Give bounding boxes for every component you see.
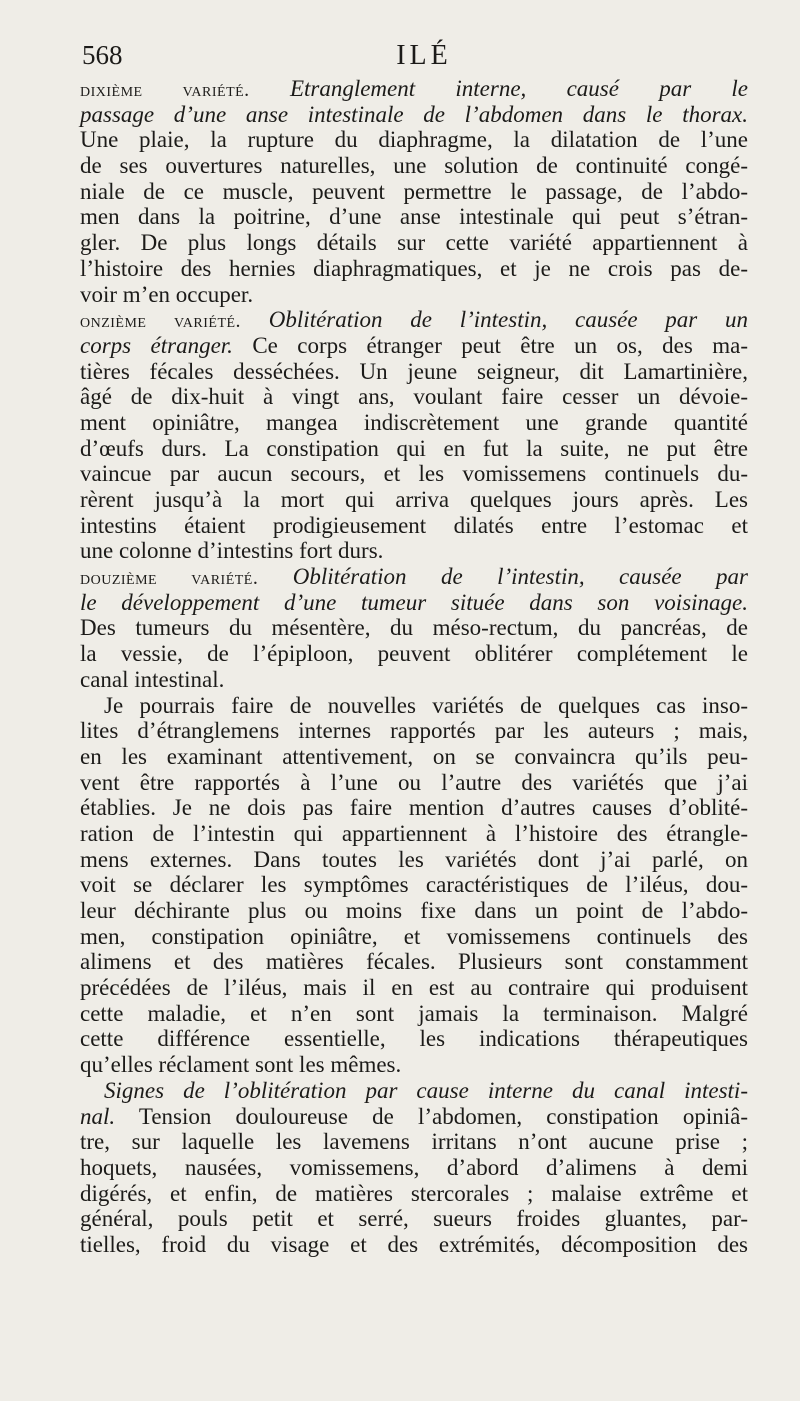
text-line — [80, 333, 748, 359]
text-line — [80, 307, 748, 333]
text-line — [80, 461, 748, 487]
roman-text: Ce corps étranger peut être un os, des ma- — [232, 332, 748, 358]
paragraph — [80, 76, 748, 307]
paragraph — [80, 564, 748, 692]
roman-text: leur déchirante plus ou moins fixe dans un point de l’abdo- — [80, 898, 748, 923]
italic-text: Oblitération de l’intestin, causée par — [258, 564, 748, 590]
text-line — [80, 1232, 748, 1258]
roman-text: précédées de l’iléus, mais il en est au contraire qui produisent — [80, 975, 748, 1001]
text-line — [80, 898, 748, 924]
italic-text: corps étranger. — [80, 332, 233, 358]
roman-text: ment opiniâtre, mangea indiscrètement une grande quantité — [80, 409, 748, 435]
text-line — [80, 410, 748, 436]
text-line — [80, 949, 748, 975]
roman-text: voir m’en occuper. — [80, 281, 254, 307]
roman-text: cette différence essentielle, les indications thérapeutiques — [80, 1026, 748, 1052]
roman-text: digérés, et enfin, de matières stercorales ; malaise extrême et — [80, 1180, 748, 1206]
text-line — [80, 718, 748, 744]
text-line — [80, 179, 748, 205]
variety-heading: onzième variété. — [80, 310, 242, 333]
roman-text: Une plaie, la rupture du diaphragme, la dilatation de l’une — [80, 127, 748, 153]
text-line — [80, 1129, 748, 1155]
text-line — [80, 436, 748, 462]
body-text — [80, 76, 748, 1258]
text-line — [80, 1026, 748, 1052]
roman-text: voit se déclarer les symptômes caractéristiques de l’iléus, dou- — [80, 872, 748, 898]
roman-text: men dans la poitrine, d’une anse intestinale qui peut s’étran- — [80, 204, 748, 230]
text-line — [80, 847, 748, 873]
roman-text: canal intestinal. — [80, 666, 225, 692]
page-header — [82, 40, 746, 76]
text-line — [80, 744, 748, 770]
roman-text: niale de ce muscle, peuvent permettre le passage, de l’abdo- — [80, 178, 748, 204]
roman-text: général, pouls petit et serré, sueurs froides gluantes, par- — [80, 1206, 748, 1232]
roman-text: men, constipation opiniâtre, et vomissemens continuels des — [80, 923, 748, 949]
roman-text: tielles, froid du visage et des extrémités, décomposition des — [80, 1231, 748, 1257]
paragraph — [80, 307, 748, 564]
roman-text: Des tumeurs du mésentère, du méso-rectum, du pancréas, de — [80, 615, 748, 641]
text-line — [80, 102, 748, 128]
running-head: ILÉ — [396, 40, 452, 71]
text-line — [80, 1104, 748, 1130]
italic-text: le développement d’une tumeur située dans son voisinage. — [80, 589, 748, 615]
roman-text: d’œufs durs. La constipation qui en fut la suite, ne put être — [80, 435, 748, 461]
roman-text: la vessie, de l’épiploon, peuvent oblitérer complétement le — [80, 641, 748, 667]
roman-text: une colonne d’intestins fort durs. — [80, 538, 384, 564]
roman-text: qu’elles réclament sont les mêmes. — [80, 1052, 402, 1078]
text-line — [80, 230, 748, 256]
page-number: 568 — [82, 40, 123, 70]
roman-text: cette maladie, et n’en sont jamais la terminaison. Malgré — [80, 1000, 748, 1026]
text-line — [80, 924, 748, 950]
text-line — [80, 641, 748, 667]
roman-text: alimens et des matières fécales. Plusieurs sont constamment — [80, 949, 748, 975]
text-line — [80, 513, 748, 539]
text-line — [80, 76, 748, 102]
text-line — [80, 1001, 748, 1027]
text-line — [80, 153, 748, 179]
roman-text: Je pourrais faire de nouvelles variétés de quelques cas inso- — [104, 692, 748, 718]
text-line — [80, 256, 748, 282]
paragraph — [80, 1078, 748, 1258]
roman-text: tières fécales desséchées. Un jeune seigneur, dit Lamartinière, — [80, 358, 748, 384]
roman-text: Tension douloureuse de l’abdomen, constipation opiniâ- — [115, 1103, 748, 1129]
text-line — [80, 384, 748, 410]
roman-text: l’histoire des hernies diaphragmatiques, et je ne crois pas de- — [80, 255, 748, 281]
roman-text: rèrent jusqu’à la mort qui arriva quelques jours après. Les — [80, 487, 748, 512]
roman-text: vent être rapportés à l’une ou l’autre des variétés que j’ai — [80, 769, 748, 795]
variety-heading: douzième variété. — [80, 567, 259, 590]
text-line — [80, 975, 748, 1001]
roman-text: lites d’étranglemens internes rapportés par les auteurs ; mais, — [80, 718, 748, 744]
text-line — [80, 795, 748, 821]
italic-text: Etranglement interne, causé par le — [249, 76, 749, 101]
text-line — [80, 1181, 748, 1207]
text-line — [80, 770, 748, 796]
text-line — [80, 487, 748, 513]
text-line — [80, 1052, 748, 1078]
text-line — [80, 667, 748, 693]
text-line — [80, 1155, 748, 1181]
text-line — [80, 1078, 748, 1104]
text-line — [80, 590, 748, 616]
text-line — [80, 204, 748, 230]
text-line — [80, 693, 748, 719]
roman-text: vaincue par aucun secours, et les vomissemens continuels du- — [80, 461, 748, 487]
roman-text: mens externes. Dans toutes les variétés dont j’ai parlé, on — [80, 846, 748, 872]
roman-text: intestins étaient prodigieusement dilatés entre l’estomac et — [80, 512, 748, 538]
italic-text: Signes de l’oblitération par cause interne du canal intesti- — [104, 1077, 748, 1103]
text-line — [80, 615, 748, 641]
paragraph — [80, 693, 748, 1078]
text-line — [80, 538, 748, 564]
italic-text: nal. — [80, 1103, 116, 1129]
text-line — [80, 359, 748, 385]
roman-text: hoquets, nausées, vomissemens, d’abord d’alimens à demi — [80, 1154, 748, 1180]
text-line — [80, 872, 748, 898]
italic-text: Oblitération de l’intestin, causée par un — [241, 307, 748, 333]
roman-text: en les examinant attentivement, on se convaincra qu’ils peu- — [80, 743, 748, 769]
text-line — [80, 821, 748, 847]
roman-text: ration de l’intestin qui appartiennent à l’histoire des étrangle- — [80, 820, 748, 846]
roman-text: de ses ouvertures naturelles, une solution de continuité congé- — [80, 153, 748, 179]
italic-text: passage d’une anse intestinale de l’abdomen dans le thorax. — [80, 101, 748, 127]
text-line — [80, 127, 748, 153]
roman-text: âgé de dix-huit à vingt ans, voulant faire cesser un dévoie- — [80, 384, 748, 410]
roman-text: gler. De plus longs détails sur cette variété appartiennent à — [80, 230, 748, 256]
roman-text: tre, sur laquelle les lavemens irritans n’ont aucune prise ; — [80, 1129, 748, 1155]
variety-heading: dixième variété. — [80, 79, 250, 101]
text-line — [80, 564, 748, 590]
roman-text: établies. Je ne dois pas faire mention d’autres causes d’oblité- — [80, 795, 748, 821]
text-line — [80, 1206, 748, 1232]
text-line — [80, 282, 748, 308]
